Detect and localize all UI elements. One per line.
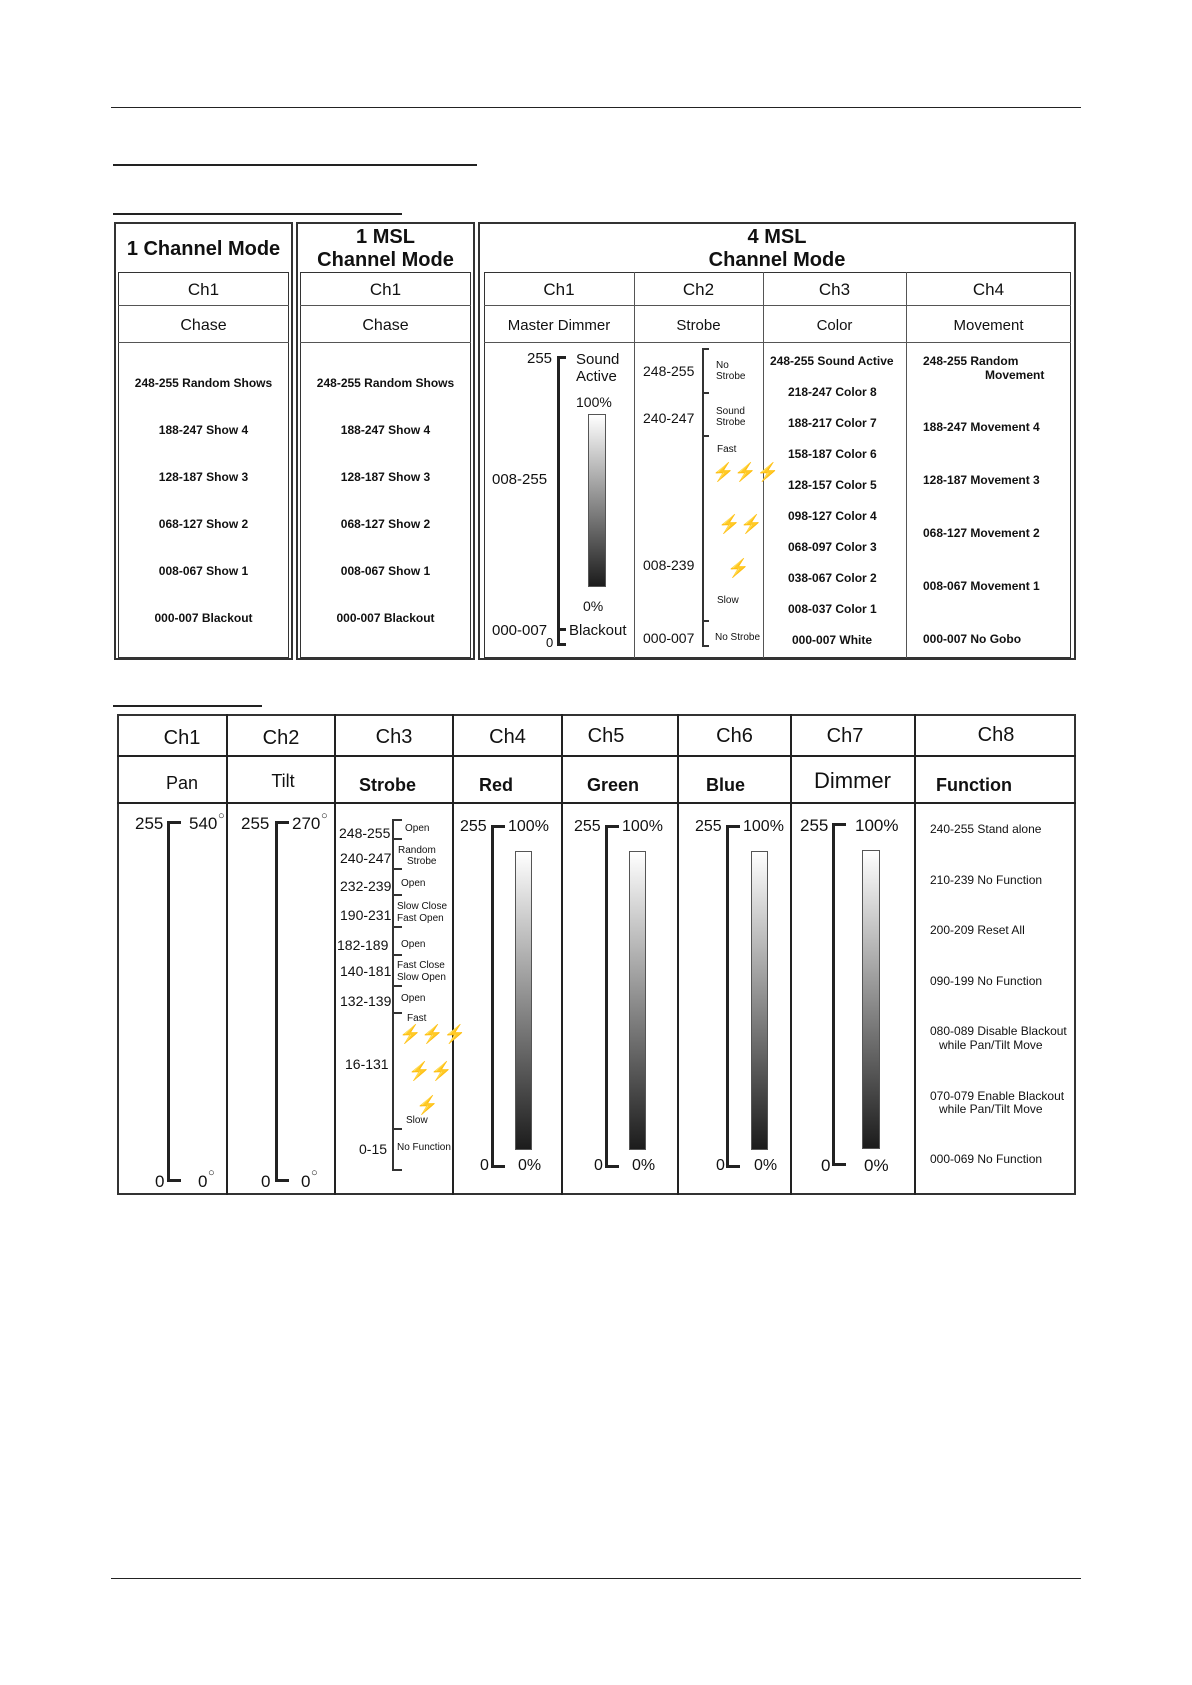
b-func-tilt: Tilt	[271, 771, 295, 791]
color-value: 128-157 Color 5	[788, 478, 877, 492]
strobe-tick	[702, 620, 709, 622]
strobe-label: Fast Close	[397, 960, 445, 971]
color-value: 248-255 Sound Active	[770, 354, 894, 368]
dimmer-top-value: 255	[527, 350, 553, 367]
function-value: while Pan/Tilt Move	[939, 1038, 1043, 1052]
blue-tick	[726, 1165, 740, 1168]
dimmer-100pct: 100%	[855, 816, 899, 835]
green-100pct: 100%	[622, 818, 663, 835]
b-func-function: Function	[936, 775, 1012, 795]
bottom-row-divider	[117, 755, 1076, 757]
strobe-sound-1: Sound	[716, 406, 745, 417]
strobe-tick	[702, 645, 709, 647]
strobe-no-strobe-2: Strobe	[716, 371, 746, 382]
green-zero: 0	[594, 1157, 603, 1174]
bottom-col-divider	[790, 714, 792, 1195]
msl4-func3: Color	[816, 317, 853, 334]
tilt-zero: 0	[261, 1172, 271, 1191]
msl4-title-2: Channel Mode	[708, 249, 846, 271]
dimmer-range-low: 000-007	[492, 622, 548, 639]
dimmer-100pct: 100%	[576, 394, 612, 410]
strobe-tick	[392, 954, 402, 956]
msl4-func2: Strobe	[676, 317, 721, 334]
pan-deg-top: 540	[189, 814, 218, 833]
color-value: 218-247 Color 8	[788, 385, 877, 399]
msl1-divider	[300, 305, 471, 306]
tilt-top: 255	[241, 814, 270, 833]
red-top: 255	[460, 818, 487, 835]
strobe-label: Slow Close	[397, 901, 448, 912]
strobe-range: 190-231	[340, 907, 392, 923]
tilt-deg-zero: 0	[301, 1172, 311, 1191]
strobe-range: 182-189	[337, 937, 389, 953]
tilt-deg-top: 270	[292, 814, 321, 833]
strobe-bolt-icon: ⚡⚡⚡	[712, 462, 780, 482]
function-value: 070-079 Enable Blackout	[930, 1089, 1065, 1103]
dimmer-bracket	[832, 824, 835, 1166]
heading-underline-3	[113, 705, 262, 707]
function-value: 090-199 No Function	[930, 974, 1043, 988]
blue-zero: 0	[716, 1157, 725, 1174]
strobe-bolt-icon: ⚡⚡⚡	[399, 1024, 467, 1044]
strobe-tick	[392, 1012, 402, 1014]
strobe-no-strobe-1: No	[716, 360, 729, 371]
tilt-tick	[275, 1179, 289, 1182]
green-bracket	[605, 826, 608, 1168]
msl1-value: 000-007 Blackout	[336, 611, 435, 625]
mode1-value: 000-007 Blackout	[154, 611, 253, 625]
strobe-label: Strobe	[407, 856, 437, 867]
msl1-value: 248-255 Random Shows	[316, 376, 455, 390]
dimmer-zero: 0	[546, 635, 554, 650]
msl4-ch4: Ch4	[972, 280, 1005, 299]
dimmer-tick	[557, 643, 566, 646]
mode1-divider	[118, 305, 289, 306]
strobe-bolt-icon: ⚡⚡	[408, 1061, 453, 1081]
strobe-sound-2: Strobe	[716, 417, 746, 428]
degree-symbol: ○	[321, 810, 328, 822]
dimmer-tick	[557, 356, 566, 359]
mode1-value: 188-247 Show 4	[158, 423, 249, 437]
strobe-no-strobe: No Strobe	[715, 632, 761, 643]
mode1-title: 1 Channel Mode	[126, 238, 281, 260]
b-func-blue: Blue	[706, 775, 746, 795]
mode1-value: 008-067 Show 1	[158, 564, 249, 578]
strobe-tick	[392, 1128, 402, 1130]
red-zero: 0	[480, 1157, 489, 1174]
strobe-fast: Fast	[717, 444, 737, 455]
blue-100pct: 100%	[743, 818, 784, 835]
mode1-divider	[118, 342, 289, 343]
strobe-bracket	[392, 820, 394, 1171]
strobe-tick	[392, 838, 402, 840]
strobe-tick	[702, 392, 709, 394]
tilt-bracket	[275, 822, 278, 1182]
color-value: 038-067 Color 2	[788, 571, 877, 585]
msl4-ch3: Ch3	[818, 280, 851, 299]
strobe-range-4: 000-007	[643, 630, 695, 646]
pan-bracket	[167, 822, 170, 1182]
mode1-value: 128-187 Show 3	[158, 470, 249, 484]
b-ch6: Ch6	[716, 725, 753, 747]
strobe-label: Random	[398, 845, 436, 856]
strobe-range: 140-181	[340, 963, 392, 979]
red-bracket	[491, 826, 494, 1168]
bottom-col-divider	[452, 714, 454, 1195]
msl1-title-1: 1 MSL	[356, 226, 415, 248]
bottom-col-divider	[561, 714, 563, 1195]
dimmer-tick	[557, 628, 566, 631]
blue-gradient-bar	[751, 851, 768, 1150]
strobe-range: 232-239	[340, 878, 392, 894]
movement-value: 000-007 No Gobo	[923, 632, 1022, 646]
bottom-col-divider	[677, 714, 679, 1195]
header-rule	[111, 107, 1081, 108]
dimmer-0pct: 0%	[864, 1156, 889, 1175]
msl1-value: 128-187 Show 3	[340, 470, 431, 484]
pan-tick	[167, 821, 181, 824]
dimmer-gradient-bar	[862, 850, 880, 1149]
msl1-func: Chase	[362, 317, 409, 334]
strobe-tick	[392, 819, 402, 821]
dimmer-zero: 0	[821, 1156, 831, 1175]
msl1-divider	[300, 342, 471, 343]
dimmer-0pct: 0%	[583, 598, 604, 614]
strobe-range-3: 008-239	[643, 557, 695, 573]
heading-underline-1	[113, 164, 477, 166]
dimmer-bracket	[557, 357, 560, 645]
mode1-value: 068-127 Show 2	[158, 517, 249, 531]
blue-top: 255	[695, 818, 722, 835]
movement-value: 008-067 Movement 1	[923, 579, 1040, 593]
msl1-value: 188-247 Show 4	[340, 423, 431, 437]
function-value: 080-089 Disable Blackout	[930, 1024, 1067, 1038]
function-value: 240-255 Stand alone	[930, 822, 1042, 836]
dimmer-active: Active	[576, 368, 617, 385]
green-tick	[605, 825, 619, 828]
pan-zero: 0	[155, 1172, 165, 1191]
b-func-strobe: Strobe	[359, 775, 417, 795]
strobe-range-1: 248-255	[643, 363, 695, 379]
strobe-label: Fast	[407, 1013, 427, 1024]
strobe-bolt-icon: ⚡	[416, 1095, 439, 1115]
color-value: 158-187 Color 6	[788, 447, 877, 461]
color-value: 098-127 Color 4	[788, 509, 877, 523]
color-value: 000-007 White	[792, 633, 873, 647]
bottom-col-divider	[914, 714, 916, 1195]
pan-tick	[167, 1179, 181, 1182]
movement-value: 128-187 Movement 3	[923, 473, 1040, 487]
dimmer-range: 008-255	[492, 471, 548, 488]
dimmer-blackout: Blackout	[569, 622, 627, 639]
strobe-tick	[702, 348, 709, 350]
strobe-range: 0-15	[359, 1141, 388, 1157]
red-0pct: 0%	[518, 1157, 542, 1174]
movement-value: Movement	[985, 368, 1045, 382]
b-func-red: Red	[479, 775, 514, 795]
degree-symbol: ○	[311, 1167, 318, 1179]
msl4-ch1: Ch1	[543, 280, 575, 299]
strobe-tick	[392, 926, 402, 928]
mode1-func: Chase	[180, 317, 227, 334]
strobe-label: Open	[401, 993, 426, 1004]
pan-top: 255	[135, 814, 164, 833]
color-value: 188-217 Color 7	[788, 416, 877, 430]
b-ch4: Ch4	[489, 726, 526, 748]
tilt-tick	[275, 821, 289, 824]
msl1-ch: Ch1	[369, 280, 402, 299]
b-ch2: Ch2	[262, 727, 300, 749]
mode1-value: 248-255 Random Shows	[134, 376, 273, 390]
strobe-label: Open	[401, 939, 426, 950]
b-func-dimmer: Dimmer	[814, 768, 891, 793]
strobe-tick	[702, 435, 709, 437]
b-func-pan: Pan	[165, 773, 199, 793]
msl4-ch2: Ch2	[682, 280, 715, 299]
msl1-value: 068-127 Show 2	[340, 517, 431, 531]
b-ch8: Ch8	[977, 724, 1015, 746]
msl4-divider	[484, 342, 1071, 343]
function-value: while Pan/Tilt Move	[939, 1102, 1043, 1116]
movement-value: 188-247 Movement 4	[923, 420, 1040, 434]
color-value: 008-037 Color 1	[788, 602, 877, 616]
blue-bracket	[726, 826, 729, 1168]
footer-rule	[111, 1578, 1081, 1579]
mode1-ch: Ch1	[187, 280, 220, 299]
b-func-green: Green	[587, 775, 640, 795]
strobe-range: 240-247	[340, 850, 392, 866]
strobe-label: No Function	[397, 1142, 451, 1153]
msl4-func1: Master Dimmer	[507, 317, 611, 334]
bottom-row-divider	[117, 802, 1076, 804]
strobe-label: Fast Open	[397, 913, 444, 924]
strobe-bolt-icon: ⚡⚡	[718, 514, 763, 534]
strobe-tick	[392, 894, 402, 896]
b-ch1: Ch1	[163, 727, 201, 749]
function-value: 200-209 Reset All	[930, 923, 1025, 937]
green-gradient-bar	[629, 851, 646, 1150]
strobe-label: Open	[405, 823, 430, 834]
movement-value: 248-255 Random	[923, 354, 1019, 368]
red-tick	[491, 1165, 505, 1168]
red-tick	[491, 825, 505, 828]
degree-symbol: ○	[208, 1167, 215, 1179]
b-ch5: Ch5	[587, 725, 625, 747]
function-value: 000-069 No Function	[930, 1152, 1043, 1166]
strobe-tick	[392, 868, 402, 870]
strobe-tick	[392, 985, 402, 987]
red-100pct: 100%	[508, 818, 549, 835]
msl4-func4: Movement	[953, 317, 1024, 334]
heading-underline-2	[113, 213, 402, 215]
msl4-title-1: 4 MSL	[747, 226, 807, 248]
msl1-value: 008-067 Show 1	[340, 564, 431, 578]
strobe-slow: Slow	[717, 595, 739, 606]
strobe-range: 16-131	[345, 1056, 389, 1072]
green-tick	[605, 1165, 619, 1168]
dimmer-top: 255	[800, 816, 829, 835]
strobe-label: Open	[401, 878, 426, 889]
dimmer-tick	[832, 823, 846, 826]
pan-deg-zero: 0	[198, 1172, 208, 1191]
strobe-range-2: 240-247	[643, 410, 695, 426]
dimmer-sound: Sound	[576, 351, 620, 368]
b-ch7: Ch7	[826, 725, 864, 747]
strobe-label: Slow	[406, 1115, 428, 1126]
msl4-divider	[484, 305, 1071, 306]
dimmer-gradient-bar	[588, 414, 606, 587]
green-0pct: 0%	[632, 1157, 656, 1174]
movement-value: 068-127 Movement 2	[923, 526, 1040, 540]
function-value: 210-239 No Function	[930, 873, 1043, 887]
blue-0pct: 0%	[754, 1157, 778, 1174]
strobe-bolt-icon: ⚡	[727, 558, 750, 578]
msl1-title-2: Channel Mode	[317, 249, 454, 271]
red-gradient-bar	[515, 851, 532, 1150]
degree-symbol: ○	[218, 810, 225, 822]
green-top: 255	[574, 818, 601, 835]
b-ch3: Ch3	[375, 726, 413, 748]
blue-tick	[726, 825, 740, 828]
strobe-range: 132-139	[340, 993, 392, 1009]
strobe-label: Slow Open	[397, 972, 446, 983]
strobe-tick	[392, 1169, 402, 1171]
dimmer-tick	[832, 1163, 846, 1166]
strobe-range: 248-255	[339, 825, 391, 841]
color-value: 068-097 Color 3	[788, 540, 877, 554]
